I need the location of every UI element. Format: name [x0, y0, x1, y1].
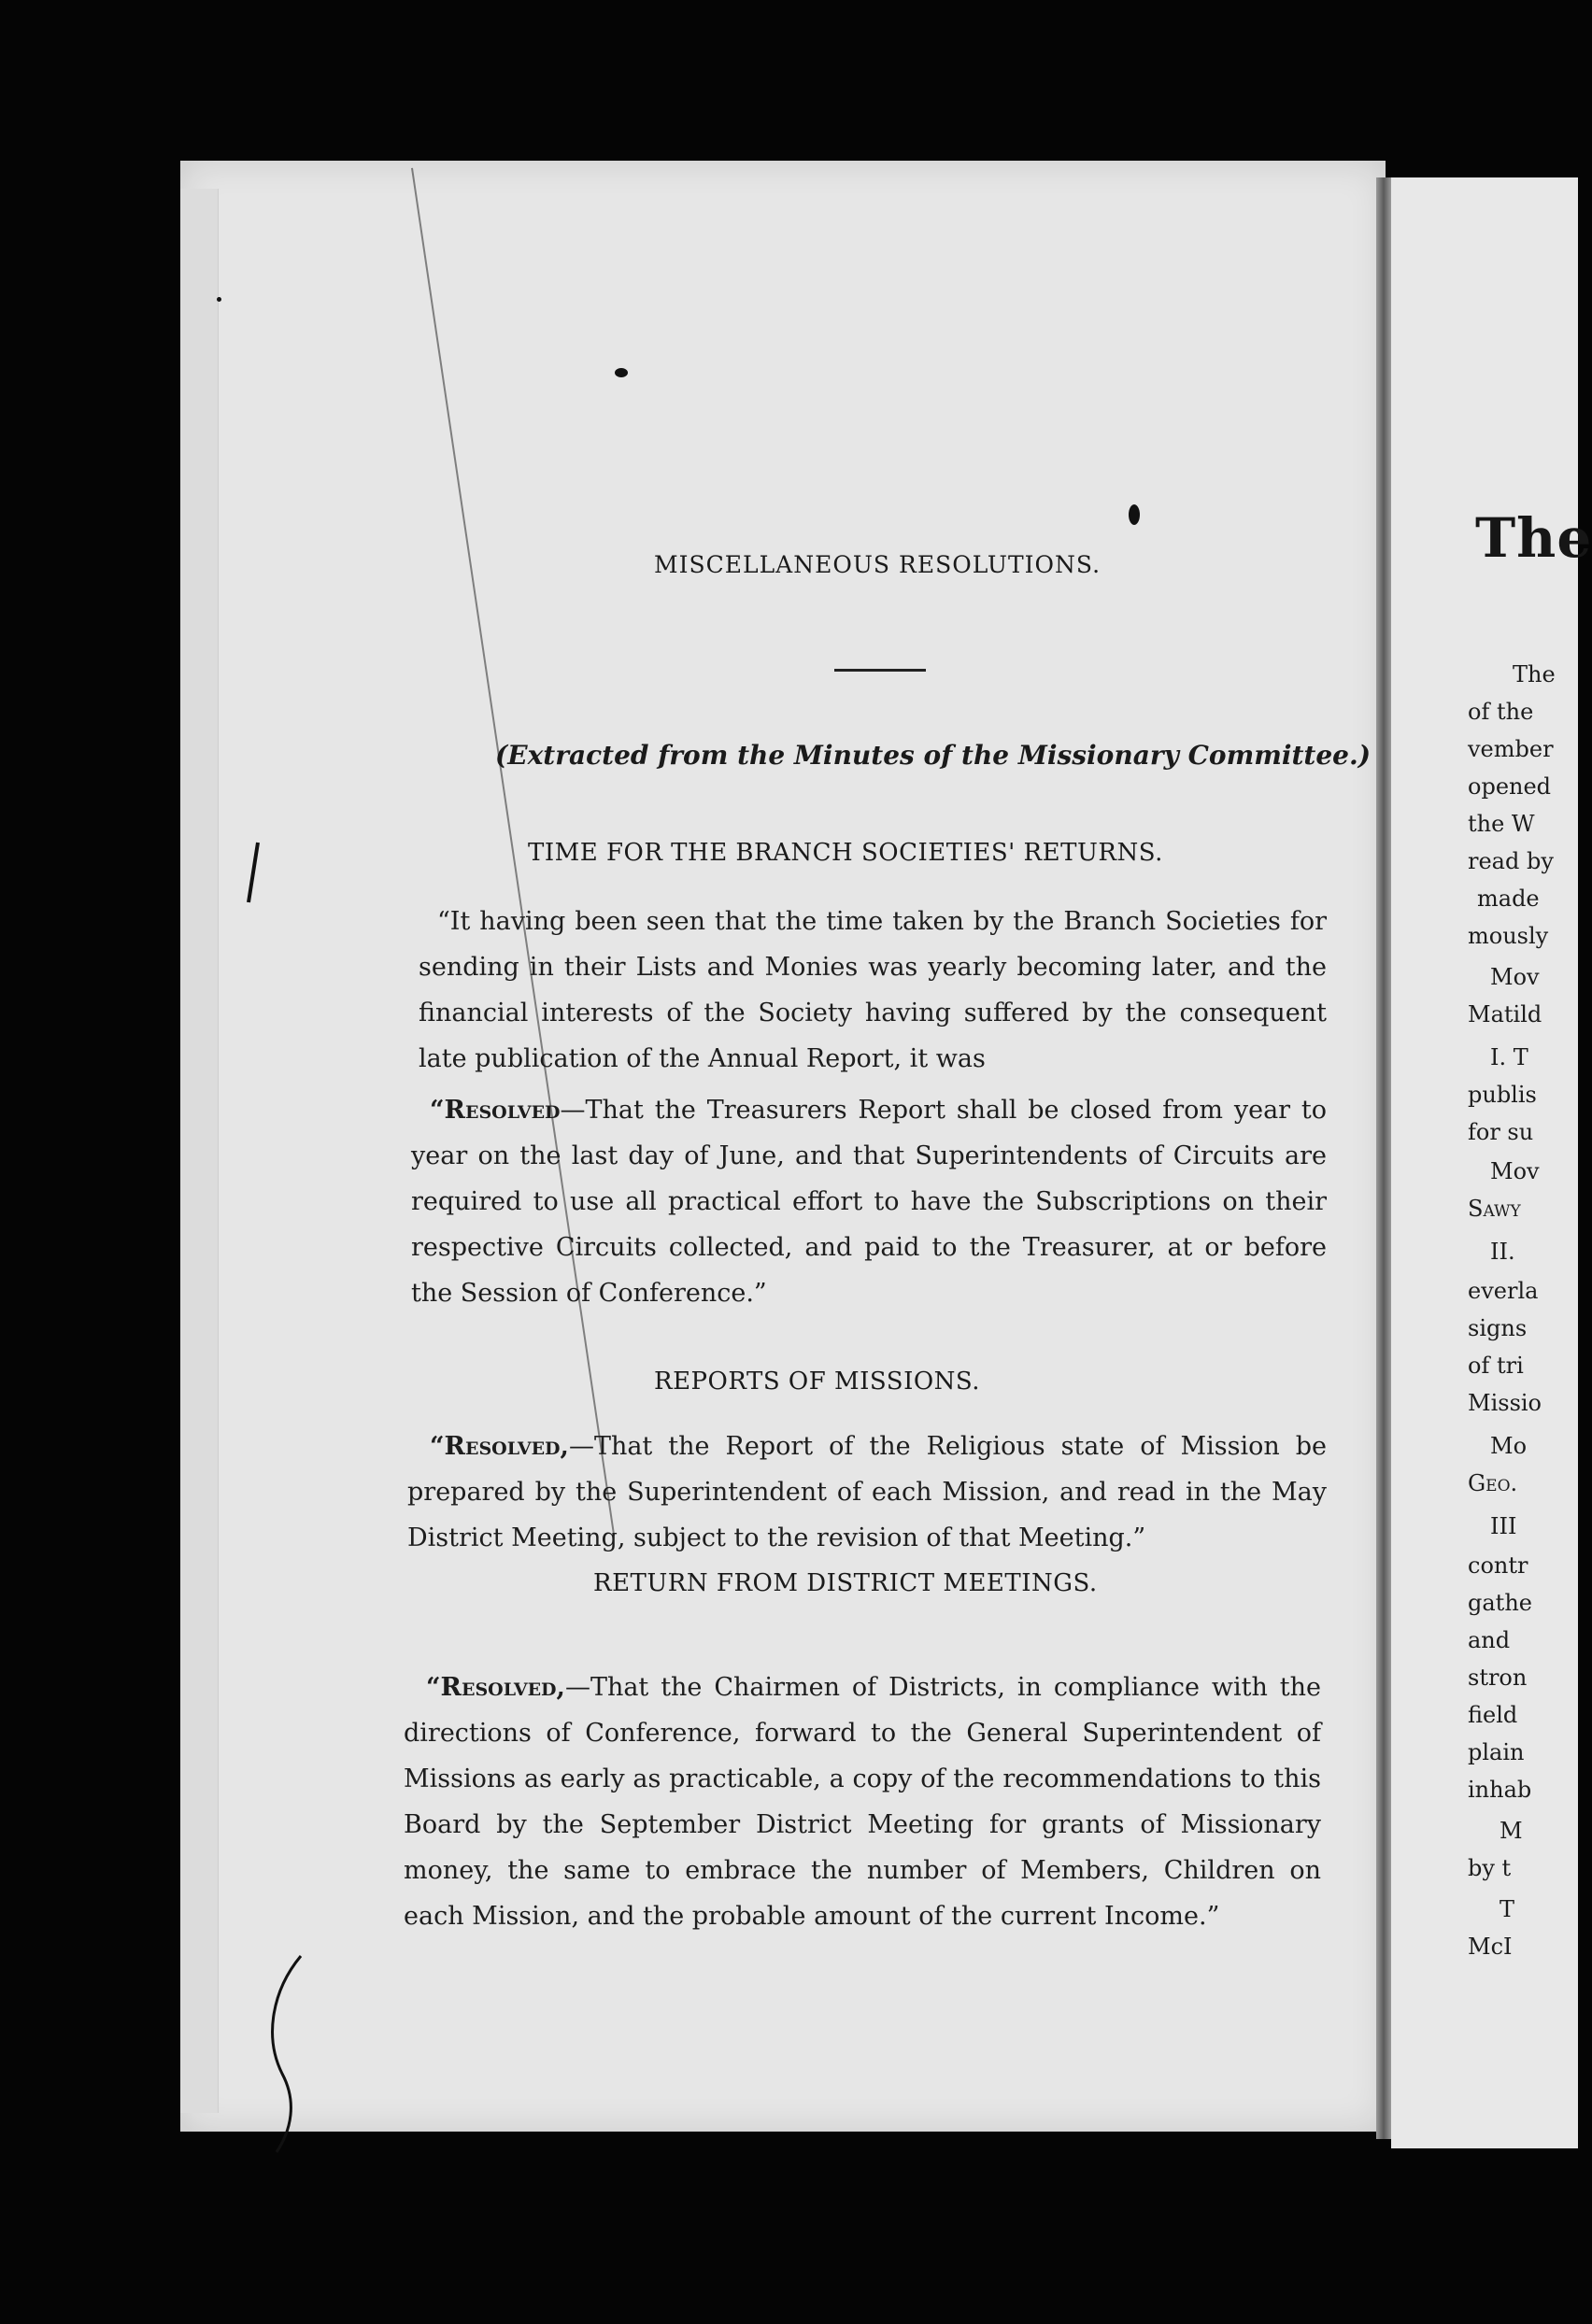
right-page-heading-fragment: The [1475, 506, 1592, 570]
resolved-lead: “Resolved, [426, 1673, 565, 1702]
right-page-line: plain [1468, 1739, 1525, 1765]
resolution-text: —That the Chairmen of Districts, in compliance with the directions of Conference, forward to the General Superintendent of Missions as early as practicable, a copy of the recommendations to this Board by the September District Meeting for grants of Missionary money, the same to embrace the number of Members, Children on each Mission, and the probable amount of the current Income.” [404, 1673, 1321, 1931]
right-page-line: gathe [1468, 1590, 1532, 1616]
right-page-line: Geo. [1468, 1470, 1518, 1496]
book-gutter [1376, 177, 1391, 2139]
right-page-line: the W [1468, 811, 1535, 837]
paragraph-branch-returns-resolution [411, 1087, 1327, 1316]
page-subtitle: (Extracted from the Minutes of the Missionary Committee.) [495, 740, 1371, 771]
right-page-line: publis [1468, 1082, 1537, 1108]
right-page-line: field [1468, 1702, 1518, 1728]
right-page-line: mously [1468, 923, 1549, 949]
title-divider [834, 669, 926, 672]
right-page-line: Missio [1468, 1390, 1542, 1416]
resolved-lead: “Resolved, [430, 1432, 569, 1461]
ink-speck [615, 368, 628, 377]
paragraph-branch-returns-preamble: “It having been seen that the time taken by the Branch Societies for sending in their Lists and Monies was yearly becoming later, and the financial interests of the Society having suffered by the consequent late publication of the Annual Report, it was [419, 907, 1327, 1073]
page-title: MISCELLANEOUS RESOLUTIONS. [654, 551, 1102, 578]
ink-speck [1129, 504, 1140, 525]
right-page-line: Mov [1490, 964, 1540, 990]
right-page-line: read by [1468, 848, 1554, 874]
right-page-line: stron [1468, 1665, 1528, 1691]
right-page-line: made [1477, 886, 1540, 912]
right-page-line: Matild [1468, 1001, 1542, 1027]
resolved-lead: “Resolved [430, 1096, 561, 1125]
right-page-line: Mov [1490, 1158, 1540, 1184]
right-page-line: opened [1468, 773, 1552, 800]
right-page-line: T [1500, 1896, 1515, 1922]
margin-mark [241, 841, 269, 906]
right-page-line: Sawy [1468, 1196, 1521, 1222]
section-heading-reports-of-missions: REPORTS OF MISSIONS. [654, 1367, 981, 1396]
right-page-line: signs [1468, 1315, 1528, 1341]
right-page-line: everla [1468, 1278, 1539, 1304]
right-page-line: I. T [1490, 1044, 1528, 1070]
page-edge [180, 189, 219, 2113]
paragraph-reports-of-missions [407, 1424, 1327, 1561]
right-page-line: vember [1468, 736, 1554, 762]
right-page-line: by t [1468, 1855, 1512, 1881]
right-page-line: Mo [1490, 1433, 1528, 1459]
paragraph-return-district-meetings [404, 1665, 1321, 1939]
right-page-line: McI [1468, 1934, 1513, 1960]
resolution-text: —That the Treasurers Report shall be closed from year to year on the last day of June, and that Superintendents of Circuits are required to use all practical effort to have the Subscriptions on their respective Circuits collected, and paid to the Treasurer, at or before the Session of Conference.” [411, 1096, 1327, 1308]
right-page-line: III [1490, 1513, 1517, 1539]
right-page-line: inhab [1468, 1777, 1532, 1803]
section-heading-branch-returns: TIME FOR THE BRANCH SOCIETIES' RETURNS. [528, 839, 1163, 867]
right-page-line: The [1513, 661, 1556, 687]
right-page-line: of tri [1468, 1353, 1524, 1379]
right-page-line: II. [1490, 1239, 1515, 1265]
section-heading-return-district-meetings: RETURN FROM DISTRICT MEETINGS. [593, 1569, 1098, 1597]
right-page-line: and [1468, 1627, 1511, 1653]
margin-bracket-mark [263, 1952, 320, 2158]
resolution-text: —That the Report of the Religious state of Mission be prepared by the Superintendent of each Mission, and read in the May District Meeting, subject to the revision of that Meeting.” [407, 1432, 1327, 1552]
right-page-line: contr [1468, 1552, 1528, 1579]
right-page-line: for su [1468, 1119, 1534, 1145]
right-page-line: of the [1468, 699, 1534, 725]
right-page-line: M [1500, 1818, 1523, 1844]
ink-speck [217, 297, 221, 302]
right-page [1391, 177, 1592, 2148]
